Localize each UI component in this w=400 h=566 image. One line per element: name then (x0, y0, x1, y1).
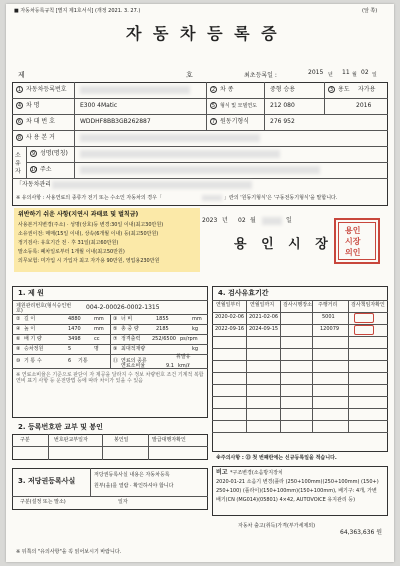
efficiency-label: 연료소비율 (121, 363, 146, 369)
spec-value: 3498 (68, 336, 81, 342)
reg-number-suffix: 호 (186, 71, 193, 79)
redacted-owner-note (52, 181, 252, 189)
back-side-notice: ※ 뒤쪽의 "유의사항"을 꼭 읽어보시기 바랍니다. (16, 549, 122, 555)
form-reference: ■ 자동차등록규칙 [별지 제1호서식] (개정 2021. 3. 27.) (14, 8, 141, 14)
spec-value: 6 (68, 358, 72, 364)
violation-item: 사용본거지변경(주소) · 성명(상호)등 변경:30일 이내(최고30만원) (18, 222, 164, 228)
first-row-notice: ※주의사항 : ⑬ 첫 번째란에는 신규등록일을 적습니다. (216, 455, 337, 461)
spec-label: 승차정원 (24, 346, 44, 352)
insp-col-check: 검사책임자확인 (351, 302, 385, 308)
official-seal: 용인 시장 의인 (334, 218, 380, 264)
redacted-owner-name (80, 150, 280, 158)
notice-line-1b: 」란의 '원동기형식'은 '구동전동기형식'을 말합니다. (224, 195, 338, 201)
owner-side-label: 소유자 (15, 152, 21, 175)
spec-label: 길 이 (24, 316, 36, 322)
violation-item: 정기검사: 유효기간 전 · 후 31일(최고60만원) (18, 240, 119, 246)
plate-col-agent: 발급대행자확인 (152, 437, 186, 443)
field-vin-value: WDDHF8BB3GB262887 (80, 118, 151, 125)
price-value: 64,363,636 원 (340, 529, 383, 536)
spec-value: 4880 (68, 316, 81, 322)
owner-note: 「자동차관리 (16, 181, 51, 188)
lien-title: 3. 저당권등록사실 (18, 477, 76, 485)
spec-label: 너 비 (121, 316, 133, 322)
inspection-table (212, 286, 388, 452)
issue-month-unit: 월 (250, 217, 256, 224)
spec-fine-print: ※ 연료소비율은 기준으로 판단이 자 제공을 달라지 수 정보 차량번호 조건 기계적 복합연비 표기 사항 등 운전방법 등에 따라 차이가 있을 수 있음 (16, 372, 204, 384)
inspector-stamp (354, 313, 374, 323)
field-engine-value: 276 952 (270, 118, 295, 125)
redacted-issue-day (262, 217, 282, 225)
issue-month: 02 (238, 217, 246, 224)
violation-item: 말소등록: 폐차일로부터 1개월 이내(최고50만원) (18, 249, 125, 255)
insp-km: 5001 (322, 314, 335, 320)
spec-label: 기 통 수 (24, 358, 42, 364)
insp-to: 2021-02-06 (249, 314, 279, 320)
field-owner-name-label: 성명(명칭) (40, 150, 68, 157)
field-type-value: 중형 승용 (270, 86, 296, 93)
spec-no-value: 004-2-00026-0002-1315 (86, 304, 160, 311)
spec-value: 5 (68, 346, 72, 352)
redacted-notice-term (202, 195, 222, 201)
spec-label: 정격출력 (121, 336, 141, 342)
field-address-label: 주소 (40, 166, 52, 173)
reg-number-prefix: 제 (18, 71, 25, 79)
first-reg-month: 11 (342, 69, 350, 76)
field-base-label: 사 용 본 거 (26, 134, 55, 141)
redacted-reg-number (80, 86, 190, 94)
inspection-title: 4. 검사유효기간 (218, 289, 269, 297)
plate-col-seal-date: 봉인일 (114, 437, 129, 443)
insp-km: 120079 (320, 326, 340, 332)
field-model-label: 차 명 (26, 102, 40, 109)
field-reg-number-label: 자동차등록번호 (26, 86, 67, 93)
field-vin-label: 차 대 번 호 (26, 118, 55, 125)
field-model-value: E300 4Matic (80, 102, 118, 109)
spec-title: 1. 제 원 (18, 289, 44, 297)
issue-day-unit: 일 (286, 217, 292, 224)
inspector-stamp (354, 325, 374, 335)
page-side: (앞 쪽) (362, 8, 378, 14)
remark-line: 2020-01-21 소음기 변경(플라 (250+100mm)(250+100mm) (150+) (216, 479, 379, 485)
field-engine-label: 원동기형식 (220, 118, 249, 125)
spec-label: 배 기 량 (24, 336, 42, 342)
spec-value: 1855 (156, 316, 169, 322)
plate-col-issue-date: 번호판교부일자 (54, 437, 88, 443)
insp-from: 2022-09-16 (215, 326, 245, 332)
lien-text-2: 원부(을)를 열람 · 확인하셔야 합니다 (94, 483, 174, 489)
field-type-label: 차 종 (220, 86, 234, 93)
insp-col-km: 주행거리 (318, 302, 338, 308)
issuing-authority: 용 인 시 장 (234, 237, 333, 252)
lien-text-1: 저당권등록사실 내용은 자동차등록 (94, 472, 170, 478)
redacted-address (80, 166, 320, 174)
insp-col-from: 연월일부터 (216, 302, 241, 308)
insp-to: 2024-09-15 (249, 326, 279, 332)
field-model-year: 2016 (356, 102, 372, 109)
spec-label: 최대적재량 (121, 346, 146, 352)
field-format-label: 형식 및 모델연도 (220, 103, 257, 109)
first-reg-label: 최초등록일 : (244, 72, 277, 79)
violation-item: 소유권이전: 매매(15일 이내), 상속(6개월 이내) 등(최고50만원) (18, 231, 159, 237)
remarks-label: 비고 (216, 469, 228, 476)
remark-line: 배기(CN (MG014)(05801) 4×42, AUTOVOICE 유지관리 등) (216, 497, 356, 503)
issue-year: 2023 (202, 217, 218, 224)
remark-line: *구조변경(소음방지장치 (230, 470, 283, 476)
spec-label: 총 중 량 (121, 326, 139, 332)
field-usage-value: 자가용 (358, 86, 376, 93)
violation-item: 의무보험: 미가입 시 가입자 최고 자가용 90만원, 영업용230만원 (18, 258, 160, 264)
plate-col-type: 구분 (20, 437, 30, 443)
first-reg-year-unit: 년 (328, 72, 333, 78)
spec-label: 높 이 (24, 326, 36, 332)
spec-value: 휘발유 (176, 354, 191, 360)
notice-line-1: ※ 유의사항 : 사용연료의 종류가 전기 또는 수소인 자동차의 경우「 (16, 195, 162, 201)
issue-year-unit: 년 (222, 217, 228, 224)
first-reg-day: 02 (361, 69, 369, 76)
insp-from: 2020-02-06 (215, 314, 245, 320)
first-reg-day-unit: 일 (372, 72, 377, 78)
first-reg-year: 2015 (308, 69, 324, 76)
insp-col-place: 검사시행장소 (283, 302, 312, 308)
efficiency-value: 9.1 (166, 363, 174, 369)
spec-no-label: 제원관리번호(형식승인번호) (16, 303, 72, 314)
document-title: 자 동 차 등 록 증 (126, 24, 280, 43)
lien-col-type: 구분(설정 또는 말소) (20, 499, 66, 505)
insp-col-to: 연월일까지 (250, 302, 275, 308)
redacted-base-address (80, 134, 260, 142)
plate-title: 2. 등록번호판 교부 및 봉인 (18, 423, 103, 431)
efficiency-unit: km/ℓ (178, 363, 190, 369)
registration-certificate: ■ 자동차등록규칙 [별지 제1호서식] (개정 2021. 3. 27.) (앞 쪽) 자 동 차 등 록 증 제 호 최초등록일 : 2015 년 11 월 02 일 1 자동차등록번호 2 차 종 중형 승용 3 용도 자가용 4 차 명 E300 4Matic 5 형식 및 모델연도 212 080 2016 6 차 대 번 호 WDDHF8BB3GB262887 7 원동기형식 276 952 8 사 용 본 거 소유자 9 성명(명칭) 10 주소 「자동차관리 ※ 유의사항 : 사용연료의 종류가 전기 또는 수소인 자동차의 경우「 」란의 '원동기형식'은 '구동전동기형식'을 말합니다. 위반하기 쉬운 사항(지연시 과태료 및 벌칙금) 사용본거지변경(주소) · 성명(상호)등 변경:30일 이내(최고30만원) 소유권이전: 매매(15일 이내), 상속(6개월 이내) 등(최고50만원) 정기검사: 유효기간 전 · 후 31일(최고60만원) 말소등록: 폐차일로부터 1개월 이내(최고50만원) 의무보험: 미가입 시 가입자 최고 자가용 90만원, 영업용230만원 2023 년 02 월 일 용 인 시 장 용인 시장 의인 1. 제 원 제원관리번호(형식승인번호) 004-2-00026-0002-1315 ② 길 이 4880 mm ③ 너 비 1855 mm ④ 높 이 1470 mm ⑤ 총 중 량 2185 kg ⑥ 배 기 량 3498 cc ⑦ 정격출력 252/6500 ps/rpm ⑧ 승차정원 5 명 ⑨ 최대적재량 kg ⑩ 기 통 수 6 기통 ⑪ 연료의 종류 휘발유 연료소비율 9.1 km/ℓ ※ 연료소비율은 기준으로 판단이 자 제공을 달라지 수 정보 차량번호 조건 기계적 복합연비 표기 사항 등 운전방법 등에 따라 차이가 있을 수 있음 2. 등록번호판 교부 및 봉인 구분 번호판교부일자 봉인일 발급대행자확인 3. 저당권등록사실 저당권등록사실 내용은 자동차등록 원부(을)를 열람 · 확인하셔야 합니다 구분(설정 또는 말소) 일자 4. 검사유효기간 연월일부터 연월일까지 검사시행장소 주행거리 검사책임자확인 2020-02-06 2021-02-06 5001 2022-09-16 2024-09-15 120079 ※주의사항 : ⑬ 첫 번째란에는 신규등록일을 적습니다. 비고 *구조변경(소음방지장치 2020-01-21 소음기 변경(플라 (250+100mm)(250+100mm) (150+) 250+100) (플라이)(150+100mm)(150+100mm), 배기구: 4개, 가변 배기(CN (MG014)(05801) 4×42, AUTOVOICE 유지관리 등) 자동차 출고(취득)가격(부가세제외) 64,363,636 원 ※ 뒤쪽의 "유의사항"을 꼭 읽어보시기 바랍니다. (6, 4, 394, 562)
field-usage-label: 용도 (338, 86, 350, 93)
spec-value: 1470 (68, 326, 81, 332)
field-format-value: 212 080 (270, 102, 295, 109)
spec-value: 2185 (156, 326, 169, 332)
spec-value: 252/6500 (152, 336, 176, 342)
price-label: 자동차 출고(취득)가격(부가세제외) (238, 523, 316, 529)
first-reg-month-unit: 월 (352, 72, 357, 78)
lien-col-date: 일자 (118, 499, 128, 505)
violation-title: 위반하기 쉬운 사항(지연시 과태료 및 벌칙금) (18, 211, 139, 218)
remark-line: 250+100) (플라이)(150+100mm)(150+100mm), 배기구: 4개, 가변 (216, 488, 377, 494)
spec-label: 연료의 종류 (121, 358, 147, 364)
